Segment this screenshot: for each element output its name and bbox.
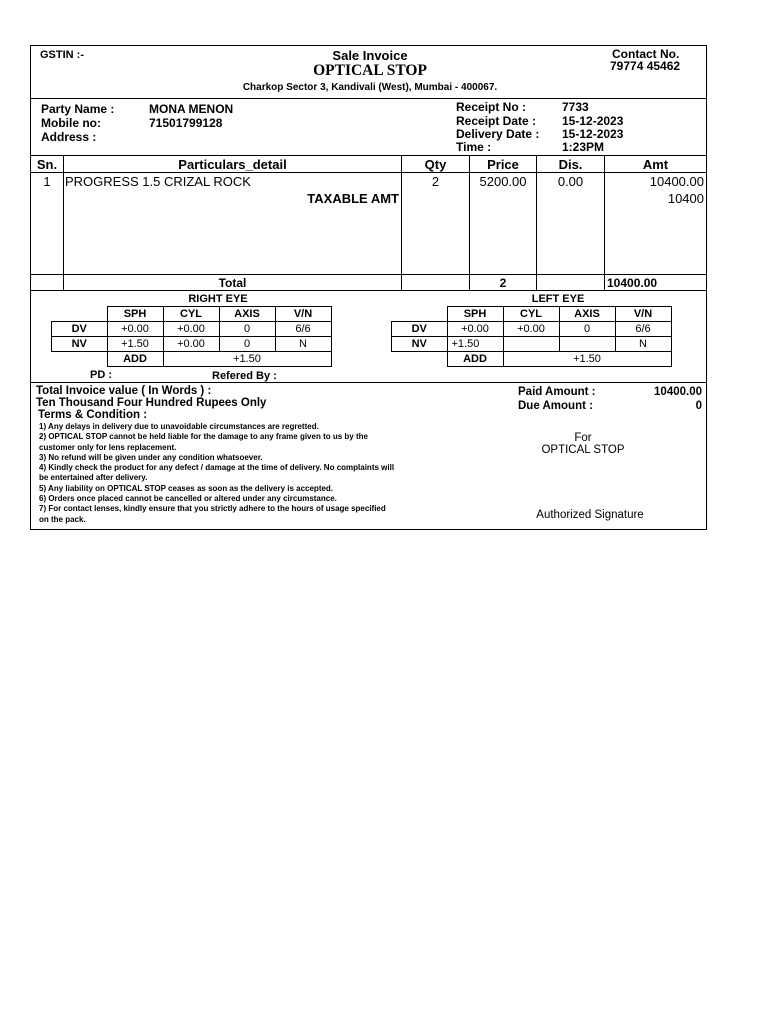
table-header-divider xyxy=(30,172,707,173)
left-eye-table xyxy=(391,306,672,367)
contact-number: 79774 45462 xyxy=(610,59,681,73)
delivery-date-label: Delivery Date : xyxy=(456,127,540,141)
re-add-label: ADD xyxy=(107,352,163,367)
row-qty: 2 xyxy=(431,174,440,189)
re-dv-label: DV xyxy=(52,322,108,337)
authorized-signature: Authorized Signature xyxy=(536,509,644,521)
row-price: 5200.00 xyxy=(479,174,527,189)
le-dv-axis: 0 xyxy=(559,322,615,337)
for-shop-name: OPTICAL STOP xyxy=(541,444,625,456)
right-eye-table xyxy=(51,306,332,367)
le-col-vn: V/N xyxy=(615,307,671,322)
for-label: For xyxy=(574,432,592,444)
col-header-price: Price xyxy=(487,157,519,172)
le-col-axis: AXIS xyxy=(559,307,615,322)
le-nv-label: NV xyxy=(392,337,448,352)
referred-by-label: Refered By : xyxy=(212,370,277,382)
term-line: 1) Any delays in delivery due to unavoidable circumstances are regretted. xyxy=(39,422,319,431)
total-amt: 10400.00 xyxy=(607,276,658,290)
due-amount: 0 xyxy=(695,400,702,412)
le-add-value: +1.50 xyxy=(503,352,671,367)
le-dv-label: DV xyxy=(392,322,448,337)
total-row-bottom xyxy=(30,290,707,291)
row-sn: 1 xyxy=(43,174,51,189)
re-nv-cyl: +0.00 xyxy=(163,337,219,352)
receipt-date-label: Receipt Date : xyxy=(456,114,537,128)
re-nv-label: NV xyxy=(52,337,108,352)
taxable-value: 10400 xyxy=(667,191,704,206)
le-col-cyl: CYL xyxy=(503,307,559,322)
col-header-particulars: Particulars_detail xyxy=(178,157,287,172)
receipt-no: 7733 xyxy=(562,100,589,114)
frame-bottom-border xyxy=(30,529,707,530)
address-label: Address : xyxy=(41,130,97,144)
re-dv-sph: +0.00 xyxy=(107,322,163,337)
row-amt: 10400.00 xyxy=(649,174,704,189)
term-line: 2) OPTICAL STOP cannot be held liable for the damage to any frame given to us by the xyxy=(39,432,368,442)
re-col-cyl: CYL xyxy=(163,307,219,322)
total-label: Total xyxy=(218,276,247,290)
re-col-axis: AXIS xyxy=(219,307,275,322)
re-col-vn: V/N xyxy=(275,307,331,322)
re-dv-cyl: +0.00 xyxy=(163,322,219,337)
shop-name: OPTICAL STOP xyxy=(313,62,427,79)
terms-list xyxy=(39,422,394,525)
total-words: Ten Thousand Four Hundred Rupees Only xyxy=(36,397,267,409)
le-nv-cyl xyxy=(503,337,559,352)
term-line: on the pack. xyxy=(39,514,86,524)
le-dv-sph: +0.00 xyxy=(447,322,503,337)
left-eye-title: LEFT EYE xyxy=(531,293,585,305)
taxable-label: TAXABLE AMT xyxy=(307,191,399,206)
le-dv-cyl: +0.00 xyxy=(503,322,559,337)
party-divider xyxy=(30,155,707,156)
col-header-sn: Sn. xyxy=(36,157,58,172)
term-line: 3) No refund will be given under any condition whatsoever. xyxy=(39,452,263,462)
le-col-sph: SPH xyxy=(447,307,503,322)
delivery-date: 15-12-2023 xyxy=(562,127,624,141)
contact-label: Contact No. xyxy=(612,47,680,61)
frame-top-border xyxy=(30,45,707,46)
term-line: 6) Orders once placed cannot be cancelled or altered under any circumstance. xyxy=(39,494,337,504)
term-line: 4) Kindly check the product for any defect / damage at the time of delivery. No complaints will xyxy=(39,463,395,473)
col-header-amt: Amt xyxy=(642,157,669,172)
prescription-divider xyxy=(30,382,707,383)
gstin-label: GSTIN :- xyxy=(40,49,84,61)
re-dv-axis: 0 xyxy=(219,322,275,337)
re-nv-sph: +1.50 xyxy=(107,337,163,352)
frame-left-border xyxy=(30,45,31,530)
terms-title: Terms & Condition : xyxy=(38,409,148,421)
term-line: 7) For contact lenses, kindly ensure that you strictly adhere to the hours of usage specified xyxy=(39,504,386,514)
total-row-top xyxy=(30,274,707,275)
col-header-dis: Dis. xyxy=(558,157,583,172)
mobile-label: Mobile no: xyxy=(41,116,101,130)
term-line: customer only for lens replacement. xyxy=(39,442,177,452)
doc-type: Sale Invoice xyxy=(332,48,408,63)
re-col-sph: SPH xyxy=(107,307,163,322)
row-particulars: PROGRESS 1.5 CRIZAL ROCK xyxy=(65,174,251,189)
col-line-sn xyxy=(63,155,64,290)
due-amount-label: Due Amount : xyxy=(518,400,593,412)
re-nv-vn: N xyxy=(275,337,331,352)
le-dv-vn: 6/6 xyxy=(615,322,671,337)
header-divider xyxy=(30,98,707,99)
receipt-no-label: Receipt No : xyxy=(456,100,527,114)
re-dv-vn: 6/6 xyxy=(275,322,331,337)
total-words-label: Total Invoice value ( In Words ) : xyxy=(36,385,212,397)
paid-amount-label: Paid Amount : xyxy=(518,386,596,398)
party-name: MONA MENON xyxy=(149,102,234,116)
time-value: 1:23PM xyxy=(562,140,605,154)
receipt-date: 15-12-2023 xyxy=(562,114,624,128)
term-line: be entertained after delivery. xyxy=(39,473,148,483)
paid-amount: 10400.00 xyxy=(654,386,702,398)
le-nv-vn: N xyxy=(615,337,671,352)
time-label: Time : xyxy=(456,140,492,154)
frame-right-border xyxy=(706,45,707,530)
le-add-label: ADD xyxy=(447,352,503,367)
pd-label: PD : xyxy=(90,369,112,381)
total-qty: 2 xyxy=(499,276,507,290)
re-nv-axis: 0 xyxy=(219,337,275,352)
le-nv-axis xyxy=(559,337,615,352)
col-header-qty: Qty xyxy=(424,157,447,172)
re-add-value: +1.50 xyxy=(163,352,331,367)
mobile-number: 71501799128 xyxy=(149,116,223,130)
row-dis: 0.00 xyxy=(557,174,584,189)
le-nv-sph: +1.50 xyxy=(447,337,503,352)
right-eye-title: RIGHT EYE xyxy=(188,293,248,305)
shop-address: Charkop Sector 3, Kandivali (West), Mumbai - 400067. xyxy=(242,82,498,93)
party-name-label: Party Name : xyxy=(41,102,115,116)
term-line: 5) Any liability on OPTICAL STOP ceases as soon as the delivery is accepted. xyxy=(39,483,334,493)
